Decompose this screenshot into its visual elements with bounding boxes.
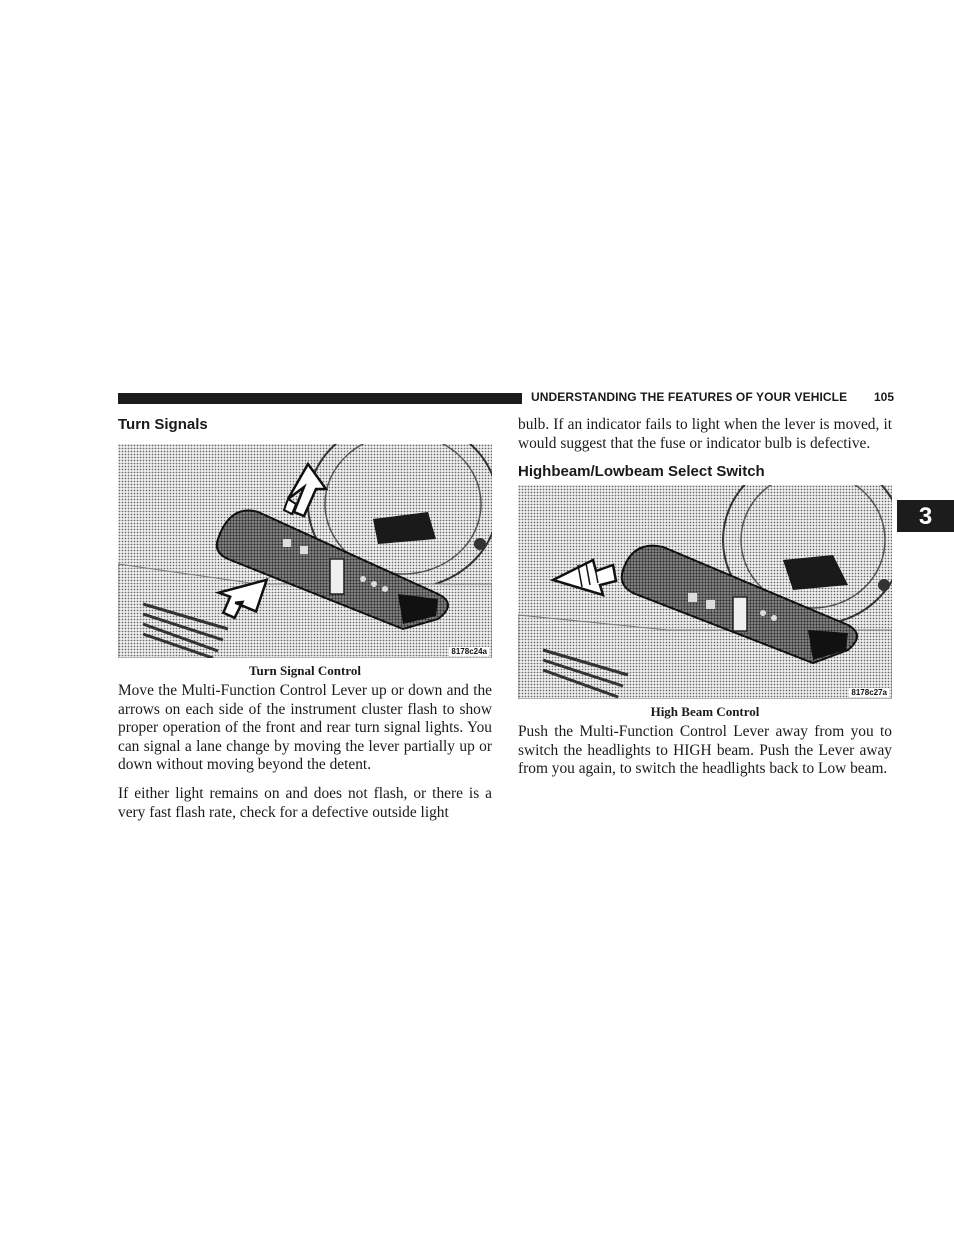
high-beam-illustration <box>518 485 892 699</box>
turn-signal-caption: Turn Signal Control <box>249 663 361 678</box>
figure-code: 8178c24a <box>451 647 487 656</box>
turn-signals-heading: Turn Signals <box>118 416 208 433</box>
continuation-paragraph: bulb. If an indicator fails to light when the lever is moved, it would suggest that the fuse or indicator bulb is defective. <box>518 416 892 452</box>
page-number: 105 <box>873 390 894 404</box>
turn-signal-paragraph-1: Move the Multi-Function Control Lever up or down and the arrows on each side of the instrument cluster flash to show proper operation of the front and rear turn signal lights. You can signal a lane change by moving the lever partially up or down without moving beyond the detent. <box>118 682 492 774</box>
turn-signal-figure <box>118 444 492 658</box>
running-header: UNDERSTANDING THE FEATURES OF YOUR VEHICLE <box>531 390 848 404</box>
turn-signal-paragraph-2: If either light remains on and does not flash, or there is a very fast flash rate, check for a defective outside light <box>118 784 492 821</box>
left-column <box>118 416 492 822</box>
header-rule <box>118 393 522 404</box>
figure-code: 8178c27a <box>851 688 887 698</box>
chapter-tab: 3 <box>897 500 954 532</box>
right-column <box>518 416 892 779</box>
high-beam-paragraph-1: Push the Multi-Function Control Lever away from you to switch the headlights to HIGH beam. Push the Lever away from you again, to switch the headlights back to Low beam. <box>518 723 892 778</box>
high-beam-figure <box>518 485 892 699</box>
turn-signal-illustration <box>118 444 492 658</box>
highbeam-heading: Highbeam/Lowbeam Select Switch <box>518 463 765 481</box>
high-beam-caption: High Beam Control <box>650 704 760 720</box>
